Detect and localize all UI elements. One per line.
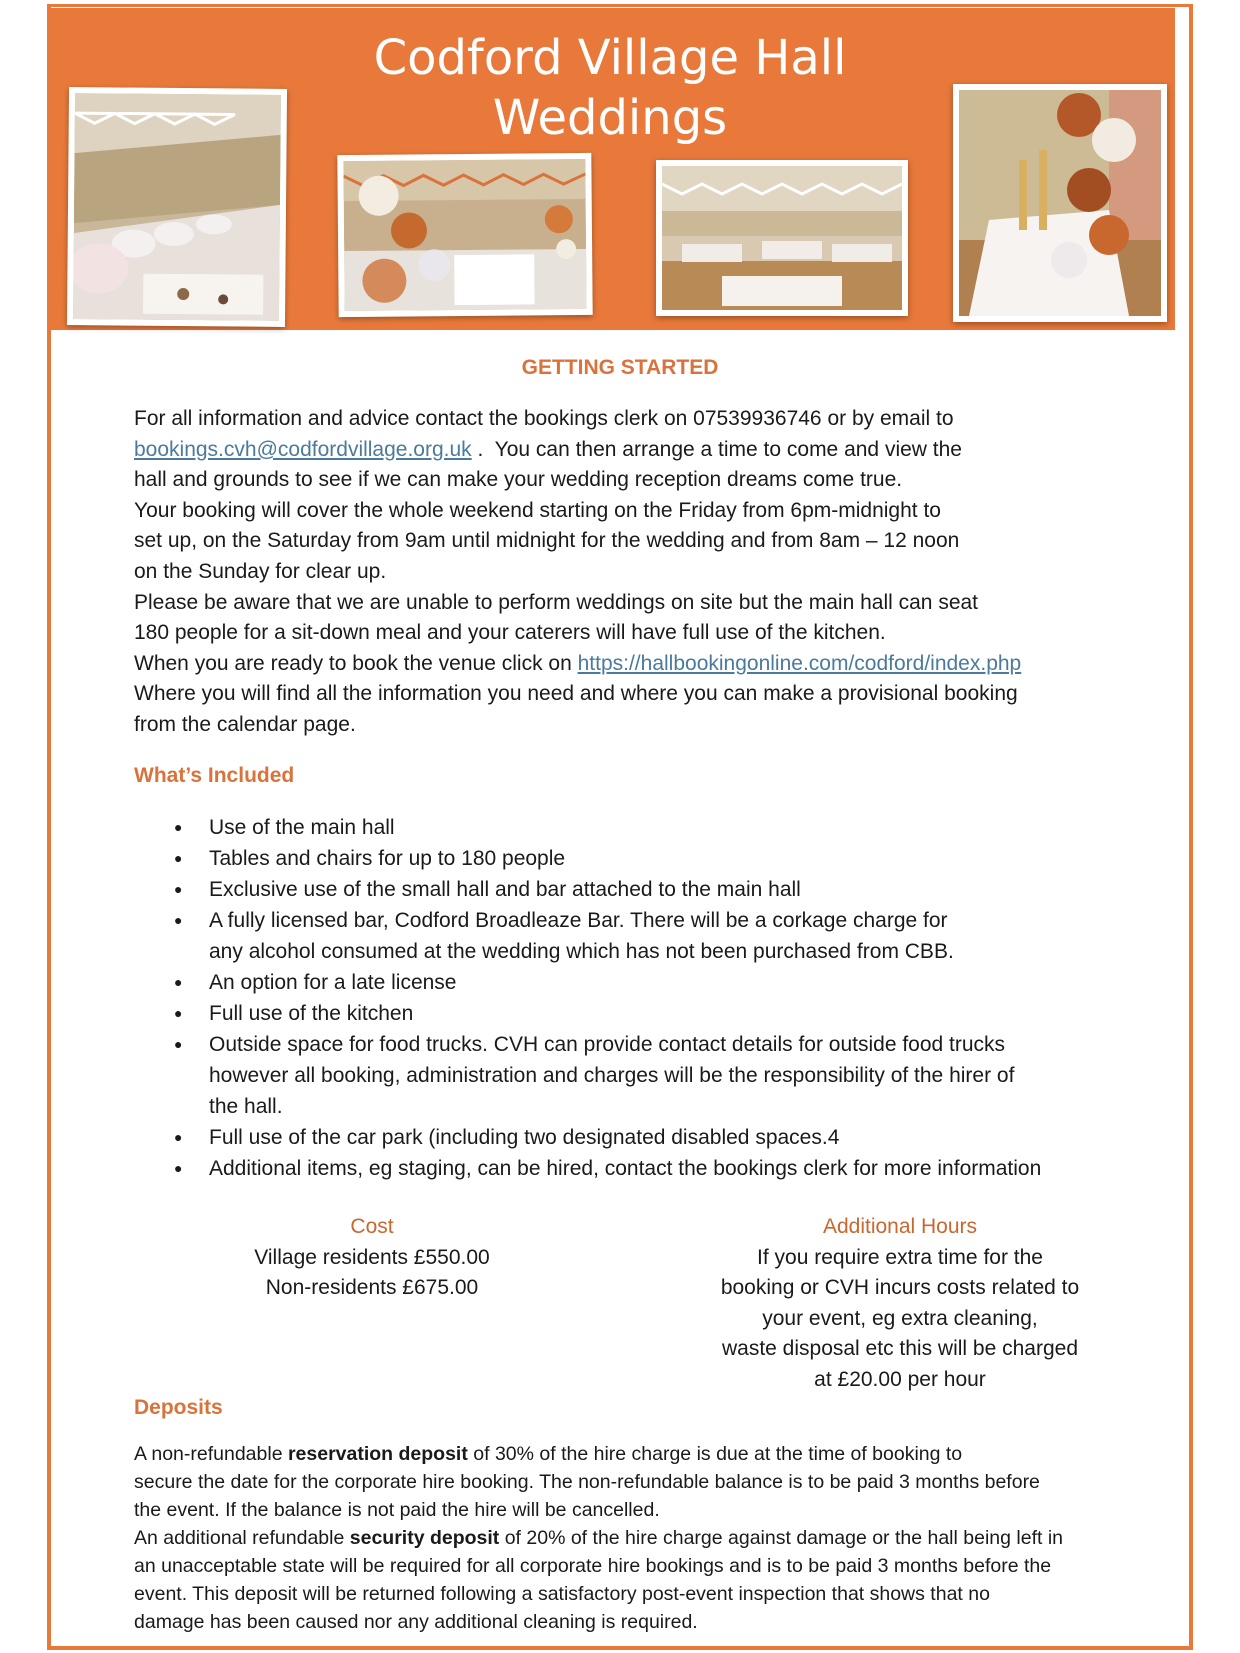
cost-heading: Cost	[350, 1215, 394, 1238]
additional-hours-line-4: waste disposal etc this will be charged	[721, 1337, 1078, 1360]
dep-line-2: secure the date for the corporate hire booking. The non-refundable balance is to be paid 3 months before	[134, 1471, 1040, 1493]
hall-photo-2	[337, 153, 592, 317]
gs-line-3: hall and grounds to see if we can make your wedding reception dreams come true.	[134, 468, 903, 492]
dep-line-3: the event. If the balance is not paid the hire will be cancelled.	[134, 1499, 660, 1521]
included-item-line: ● Full use of the car park (including two designated disabled spaces.4	[209, 1126, 840, 1149]
gs-line-6: on the Sunday for clear up.	[134, 559, 387, 583]
gs-line-1: For all information and advice contact the bookings clerk on 07539936746 or by email to	[134, 407, 954, 430]
title-line-1: Codford Village Hall	[373, 30, 847, 86]
dep-line-5: an unacceptable state will be required for all corporate hire bookings and is to be paid 3 months before the	[134, 1555, 1052, 1577]
hall-photo-1	[67, 87, 287, 327]
included-item	[134, 998, 1041, 1029]
booking-link[interactable]: https://hallbookingonline.com/codford/index.php	[577, 651, 1022, 675]
dep-line-7: damage has been caused nor any additional cleaning is required.	[134, 1611, 698, 1633]
email-link[interactable]: bookings.cvh@codfordvillage.org.uk	[134, 437, 472, 461]
dep-p2-post: of 20% of the hire charge against damage or the hall being left in	[499, 1527, 1063, 1549]
included-item-line: the hall.	[209, 1095, 283, 1118]
cost-non-residents: Non-residents £675.00	[265, 1276, 479, 1299]
additional-hours-line-2: booking or CVH incurs costs related to	[720, 1276, 1080, 1299]
security-deposit-term: security deposit	[349, 1527, 500, 1549]
included-item-line: ● An option for a late license	[209, 971, 457, 994]
additional-hours-line-3: your event, eg extra cleaning,	[762, 1306, 1038, 1330]
dep-line-4	[134, 1524, 1063, 1552]
gs-line-2	[134, 435, 1021, 466]
getting-started-heading: GETTING STARTED	[521, 356, 719, 379]
included-item-line: ● A fully licensed bar, Codford Broadleaze Bar. There will be a corkage charge for	[209, 909, 948, 932]
reservation-deposit-term: reservation deposit	[287, 1443, 468, 1465]
included-item	[134, 1029, 1041, 1122]
dep-p1-pre: A non-refundable	[134, 1443, 288, 1465]
included-item	[134, 812, 1041, 843]
hall-photo-4	[953, 84, 1167, 322]
cost-section	[200, 1212, 544, 1304]
dep-p1-post: of 30% of the hire charge is due at the time of booking to	[467, 1443, 963, 1465]
included-item-line: any alcohol consumed at the wedding which has not been purchased from CBB.	[209, 940, 954, 963]
dep-p2-pre: An additional refundable	[134, 1527, 350, 1549]
included-item-line: ● Full use of the kitchen	[209, 1002, 414, 1025]
hall-photo-3	[656, 160, 908, 316]
gs-line-4: Your booking will cover the whole weekend starting on the Friday from 6pm-midnight to	[134, 498, 941, 522]
dep-line-6: event. This deposit will be returned following a satisfactory post-event inspection that shows that no	[134, 1583, 990, 1605]
gs-line-11: from the calendar page.	[134, 712, 356, 736]
deposits-heading: Deposits	[134, 1396, 223, 1419]
gs-line-7: Please be aware that we are unable to perform weddings on site but the main hall can seat	[134, 590, 979, 614]
gs-line-5: set up, on the Saturday from 9am until midnight for the wedding and from 8am – 12 noon	[134, 529, 960, 553]
cost-residents: Village residents £550.00	[254, 1245, 490, 1269]
gs-line-9	[134, 649, 1021, 680]
title-line-2: Weddings	[492, 90, 728, 146]
included-item-line: ● Use of the main hall	[209, 816, 395, 839]
whats-included-heading: What’s Included	[134, 764, 295, 787]
getting-started-text	[134, 404, 1021, 741]
included-item	[134, 1122, 1041, 1153]
gs-line-10: Where you will find all the information you need and where you can make a provisional booking	[134, 682, 1018, 706]
included-item-line: ● Exclusive use of the small hall and bar attached to the main hall	[209, 878, 801, 901]
dep-line-1	[134, 1440, 1063, 1468]
additional-hours-section	[680, 1212, 1120, 1395]
included-item-line: however all booking, administration and charges will be the responsibility of the hirer of	[209, 1064, 1015, 1087]
additional-hours-line-1: If you require extra time for the	[757, 1245, 1043, 1269]
included-item	[134, 843, 1041, 874]
included-item	[134, 905, 1041, 967]
included-item	[134, 874, 1041, 905]
included-item	[134, 1153, 1041, 1184]
included-item-line: ● Outside space for food trucks. CVH can provide contact details for outside food trucks	[209, 1033, 1006, 1056]
gs-line-9-pre: When you are ready to book the venue click on	[134, 651, 578, 675]
included-item	[134, 967, 1041, 998]
gs-line-8: 180 people for a sit-down meal and your caterers will have full use of the kitchen.	[134, 621, 886, 645]
gs-line-2-rest: . You can then arrange a time to come and view the	[471, 437, 962, 461]
additional-hours-heading: Additional Hours	[822, 1215, 978, 1238]
included-item-line: ● Tables and chairs for up to 180 people	[209, 847, 566, 870]
additional-hours-line-5: at £20.00 per hour	[814, 1367, 986, 1391]
deposits-text	[134, 1440, 1063, 1636]
included-list	[134, 812, 1041, 1184]
included-item-line: ● Additional items, eg staging, can be hired, contact the bookings clerk for more information	[209, 1157, 1042, 1180]
